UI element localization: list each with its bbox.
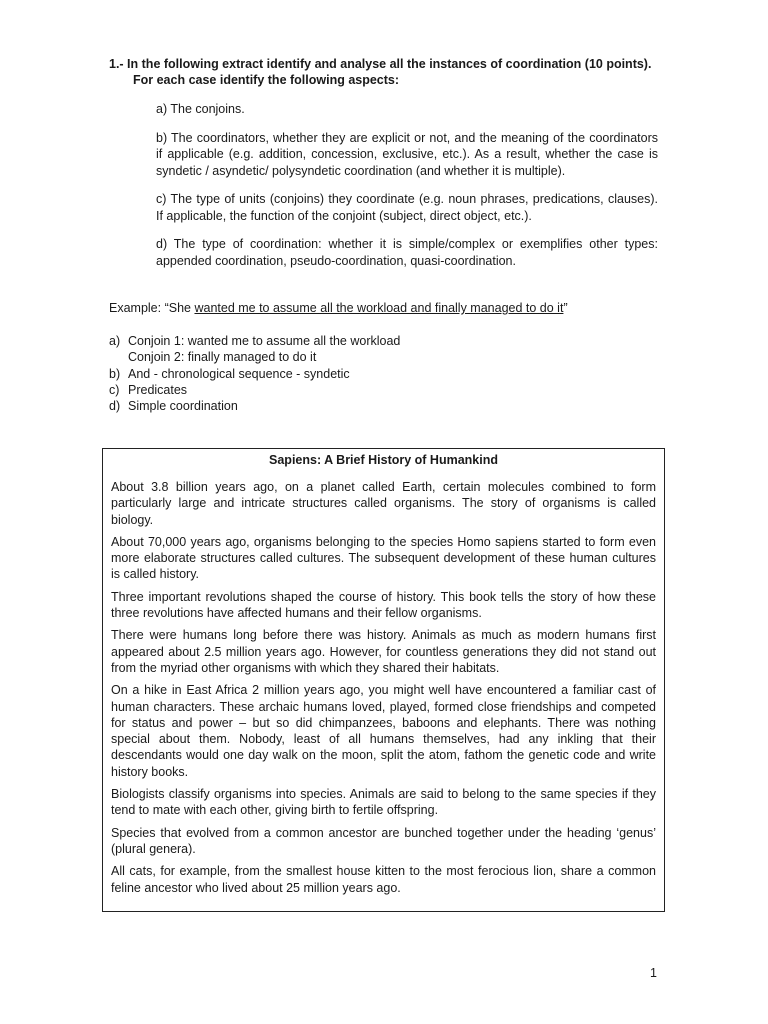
page-number: 1 — [650, 966, 657, 980]
answer-label: b) — [109, 366, 121, 381]
extract-title: Sapiens: A Brief History of Humankind — [269, 453, 498, 467]
answer-label: a) — [109, 334, 121, 348]
answer-row — [109, 333, 669, 349]
answer-text: Conjoin 2: finally managed to do it — [128, 350, 317, 365]
extract-paragraph: About 3.8 billion years ago, on a planet called Earth, certain molecules combined to form particularly large and intricate structures called organisms. The story of organisms is called biology. — [111, 480, 656, 527]
example-prefix: Example: “She — [109, 301, 195, 315]
extract-paragraph: About 70,000 years ago, organisms belonging to the species Homo sapiens started to form even more elaborate structures called cultures. The subsequent development of these human cultures is called history. — [111, 534, 656, 582]
answer-text: Conjoin 1: wanted me to assume all the workload — [128, 334, 401, 348]
answer-label — [109, 349, 128, 365]
extract-paragraph: Species that evolved from a common ancestor are bunched together under the heading ‘genus’ (plural genera). — [111, 825, 656, 856]
answer-row — [109, 382, 669, 398]
part-c: c) The type of units (conjoins) they coordinate (e.g. noun phrases, predications, clauses). If applicable, the function of the conjoint (subject, direct object, etc.). — [156, 192, 658, 223]
answer-row — [109, 366, 669, 382]
answer-text: Simple coordination — [128, 399, 238, 414]
extract-paragraph: On a hike in East Africa 2 million years ago, you might well have encountered a familiar cast of human characters. These archaic humans loved, played, formed close friendships and competed for status and power – but so did chimpanzees, baboons and elephants. There was nothing special about them. Nobody, least of all humans themselves, had any inkling that their descendants would one day walk on the moon, split the atom, fathom the genetic code and write history books. — [111, 683, 656, 779]
part-a: a) The conjoins. — [156, 102, 245, 116]
answer-text: Predicates — [128, 382, 188, 397]
example-sentence — [109, 300, 669, 316]
answer-label: c) — [109, 382, 120, 397]
example-underlined: wanted me to assume all the workload and finally managed to do it — [194, 301, 564, 315]
extract-paragraph: There were humans long before there was history. Animals as much as modern humans first appeared about 2.5 million years ago. However, for countless generations they did not stand out from the myriad other organisms with which they shared their habitats. — [111, 628, 656, 675]
example-answers — [109, 333, 669, 414]
answer-label: d) — [109, 399, 121, 414]
extract-paragraph: All cats, for example, from the smallest house kitten to the most ferocious lion, share a common feline ancestor who lived about 25 million years ago. — [111, 864, 656, 895]
extract-box — [102, 448, 665, 912]
part-d: d) The type of coordination: whether it is simple/complex or exemplifies other types: appended coordination, pseudo-coordination, quasi-coordination. — [156, 237, 658, 268]
answer-row — [109, 349, 669, 365]
question-line-2: For each case identify the following aspects: — [133, 73, 400, 87]
example-suffix: ” — [563, 301, 568, 315]
answer-row — [109, 398, 669, 414]
part-b: b) The coordinators, whether they are explicit or not, and the meaning of the coordinators if applicable (e.g. addition, concession, exclusive, etc.). As a result, whether the case is syndetic / asyndetic/ polysyndetic coordination (and whether it is multiple). — [156, 130, 658, 178]
answer-text: And - chronological sequence - syndetic — [128, 366, 350, 381]
question-heading — [109, 56, 669, 88]
question-line-1: 1.- In the following extract identify and analyse all the instances of coordination (10 points). — [109, 57, 652, 71]
question-parts — [156, 101, 658, 281]
extract-paragraph: Biologists classify organisms into species. Animals are said to belong to the same species if they tend to mate with each other, giving birth to fertile offspring. — [111, 787, 656, 818]
extract-paragraph: Three important revolutions shaped the course of history. This book tells the story of how these three revolutions have affected humans and their fellow organisms. — [111, 589, 656, 621]
